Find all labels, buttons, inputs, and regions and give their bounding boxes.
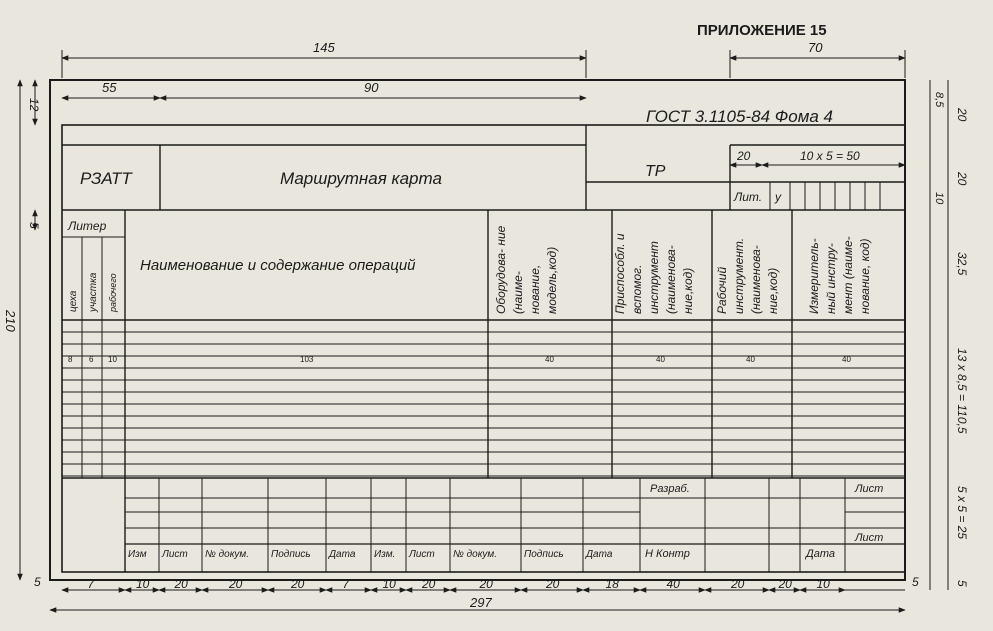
dim-right-rows: 13 х 8,5 = 110,5 xyxy=(955,348,969,434)
dim-right-20b: 20 xyxy=(955,172,969,186)
header-line: ный инстру- xyxy=(824,243,838,314)
stamp-data: Дата xyxy=(806,548,836,560)
lit-label: Лит. xyxy=(734,190,763,204)
row-dim-mt: 40 xyxy=(842,355,851,364)
dim-top-total: 145 xyxy=(313,40,335,55)
bottom-dimension-value: 20 xyxy=(229,577,243,591)
equipment-header xyxy=(494,225,559,314)
bottom-dimension-value: 10 xyxy=(816,577,830,591)
header-line: Рабочий xyxy=(715,266,729,314)
header-line: Приспособл. и xyxy=(613,233,627,314)
u-label: у xyxy=(775,190,781,204)
operations-header: Наименование и содержание операций xyxy=(140,257,416,274)
header-line: (наименова- xyxy=(749,245,763,314)
dim-right-85: 8,5 xyxy=(933,92,945,108)
liter-col-uchastok: участка xyxy=(88,272,99,312)
table-rows xyxy=(62,332,905,476)
dim-top-right: 70 xyxy=(808,40,823,55)
dim-right-325: 32,5 xyxy=(955,252,969,276)
bottom-dimension-value: 20 xyxy=(422,577,436,591)
bottom-dimension-value: 10 xyxy=(136,577,150,591)
stamp-bottom-label: Дата xyxy=(329,549,356,560)
header-line: Оборудова- ние xyxy=(494,225,508,314)
dim-side-5: 5 xyxy=(27,222,41,229)
org-code: РЗАТТ xyxy=(80,169,132,188)
header-line: Измеритель- xyxy=(807,238,821,314)
bottom-dimension-value: 20 xyxy=(778,577,792,591)
header-line: (наиме- xyxy=(511,271,525,314)
dim-right-stamp: 5 х 5 = 25 xyxy=(955,486,969,540)
header-line: вспомог. xyxy=(630,264,644,314)
working-tool-header xyxy=(715,238,780,314)
stamp-bottom-label: Лист xyxy=(162,549,188,560)
stamp-list-bottom: Лист xyxy=(855,532,884,544)
dim-lit-10x5: 10 х 5 = 50 xyxy=(800,149,860,163)
bottom-dimension-value: 20 xyxy=(174,577,188,591)
dim-right-20a: 20 xyxy=(955,108,969,122)
form-grid xyxy=(50,80,905,580)
header-line: (наименова- xyxy=(664,245,678,314)
stamp-bottom-label: Подпись xyxy=(524,549,564,560)
header-line: нование, код) xyxy=(858,238,872,314)
dim-top-mid: 90 xyxy=(364,80,379,95)
header-line: ние,код) xyxy=(766,267,780,314)
bottom-dimension-value: 7 xyxy=(87,577,95,591)
stamp-bottom-label: Изм. xyxy=(374,549,396,560)
stamp-bottom-labels xyxy=(128,549,613,560)
appendix-title: ПРИЛОЖЕНИЕ 15 xyxy=(697,22,827,39)
dim-right-10: 10 xyxy=(933,192,945,205)
header-line: нование, xyxy=(528,264,542,314)
row-dim-eq: 40 xyxy=(545,355,554,364)
fixtures-header xyxy=(613,233,695,314)
bottom-dimension-value: 20 xyxy=(479,577,493,591)
dim-bottom-left5: 5 xyxy=(34,575,41,589)
bottom-dimension-value: 7 xyxy=(342,577,350,591)
bottom-dimension-value: 20 xyxy=(291,577,305,591)
row-dim-c2: 6 xyxy=(89,355,94,364)
row-dim-fx: 40 xyxy=(656,355,665,364)
dim-right-5: 5 xyxy=(955,580,969,587)
stamp-razrab: Разраб. xyxy=(650,483,690,495)
row-dim-c3: 10 xyxy=(108,355,117,364)
stamp-n-kontr: Н Контр xyxy=(645,548,690,560)
liter-col-rabochee: рабочего xyxy=(108,273,118,312)
header-line: мент (наиме- xyxy=(841,236,855,314)
dim-side-210: 210 xyxy=(3,310,18,332)
bottom-dimension-value: 40 xyxy=(666,577,680,591)
bottom-dimension-value: 20 xyxy=(546,577,560,591)
stamp-bottom-label: Лист xyxy=(409,549,435,560)
row-dim-ops: 103 xyxy=(300,355,314,364)
header-line: модель,код) xyxy=(545,246,559,314)
dim-side-12: 12 xyxy=(27,98,41,112)
stamp-bottom-label: № докум. xyxy=(205,549,250,560)
dim-bottom-total: 297 xyxy=(470,595,492,610)
tp-label: ТР xyxy=(645,163,666,180)
header-line: ние,код) xyxy=(681,267,695,314)
measuring-tool-header xyxy=(807,236,872,314)
stamp-bottom-label: Изм xyxy=(128,549,147,560)
stamp-bottom-label: № докум. xyxy=(453,549,498,560)
standard-label: ГОСТ 3.1105-84 Фома 4 xyxy=(646,107,834,126)
card-title: Маршрутная карта xyxy=(280,169,442,188)
dim-lit-20: 20 xyxy=(737,149,751,163)
row-dim-c1: 8 xyxy=(68,355,73,364)
dim-top-left: 55 xyxy=(102,80,117,95)
liter-col-ceh: цеха xyxy=(68,290,79,312)
bottom-dimension-value: 18 xyxy=(605,577,619,591)
stamp-list-top: Лист xyxy=(855,483,884,495)
row-dim-wt: 40 xyxy=(746,355,755,364)
header-line: инструмент xyxy=(647,241,661,314)
bottom-dimension-value: 10 xyxy=(382,577,396,591)
header-line: инструмент. xyxy=(732,237,746,314)
stamp-bottom-label: Подпись xyxy=(271,549,311,560)
stamp-bottom-label: Дата xyxy=(586,549,613,560)
liter-group-label: Литер xyxy=(68,219,107,233)
dim-bottom-right5: 5 xyxy=(912,575,919,589)
bottom-dimension-value: 20 xyxy=(731,577,745,591)
